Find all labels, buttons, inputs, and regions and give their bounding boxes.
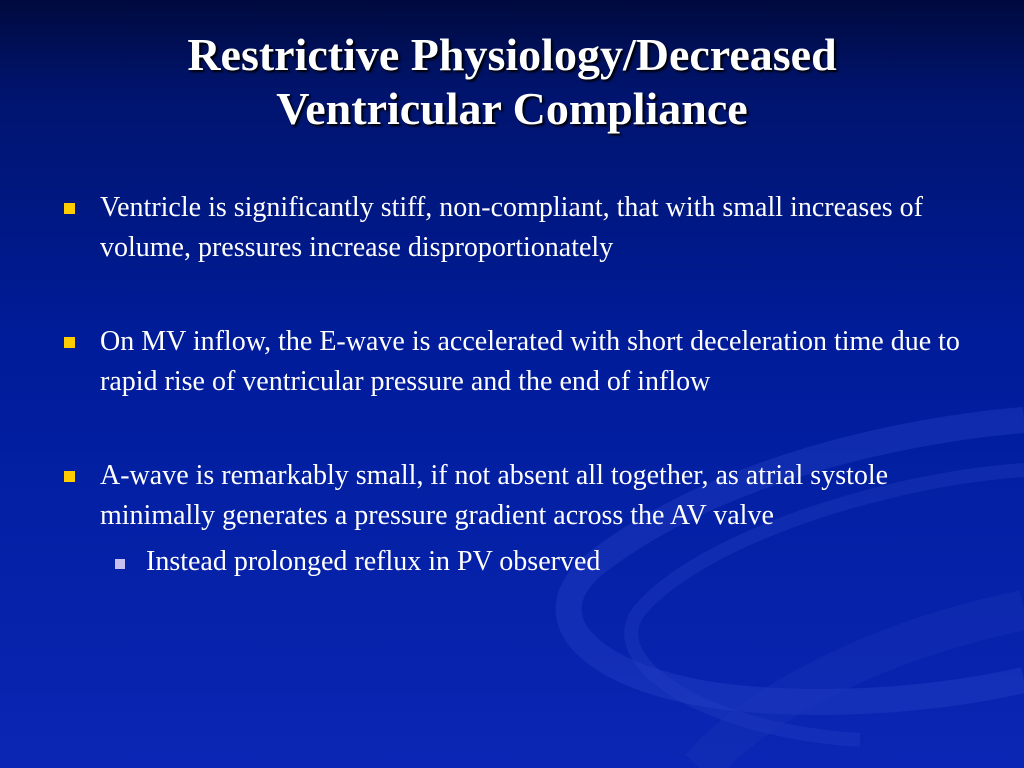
sub-bullet-item (110, 542, 972, 582)
sub-bullet-text: Instead prolonged reflux in PV observed (146, 546, 601, 577)
square-bullet-icon (115, 559, 125, 569)
title-line-1: Restrictive Physiology/Decreased (187, 29, 837, 80)
bullet-text: On MV inflow, the E-wave is accelerated with short deceleration time due to rapid rise of ventricular pressure and the end of inflow (100, 326, 960, 397)
bullet-item (62, 456, 972, 536)
square-bullet-icon (64, 203, 75, 214)
slide-title (40, 28, 984, 136)
square-bullet-icon (64, 337, 75, 348)
bullet-item (62, 188, 972, 268)
bullet-list (62, 188, 972, 582)
bullet-item (62, 322, 972, 402)
title-line-2: Ventricular Compliance (276, 83, 748, 134)
bullet-text: Ventricle is significantly stiff, non-compliant, that with small increases of volume, pressures increase disproportionately (100, 192, 923, 263)
square-bullet-icon (64, 471, 75, 482)
bullet-text: A-wave is remarkably small, if not absent all together, as atrial systole minimally generates a pressure gradient across the AV valve (100, 460, 889, 531)
